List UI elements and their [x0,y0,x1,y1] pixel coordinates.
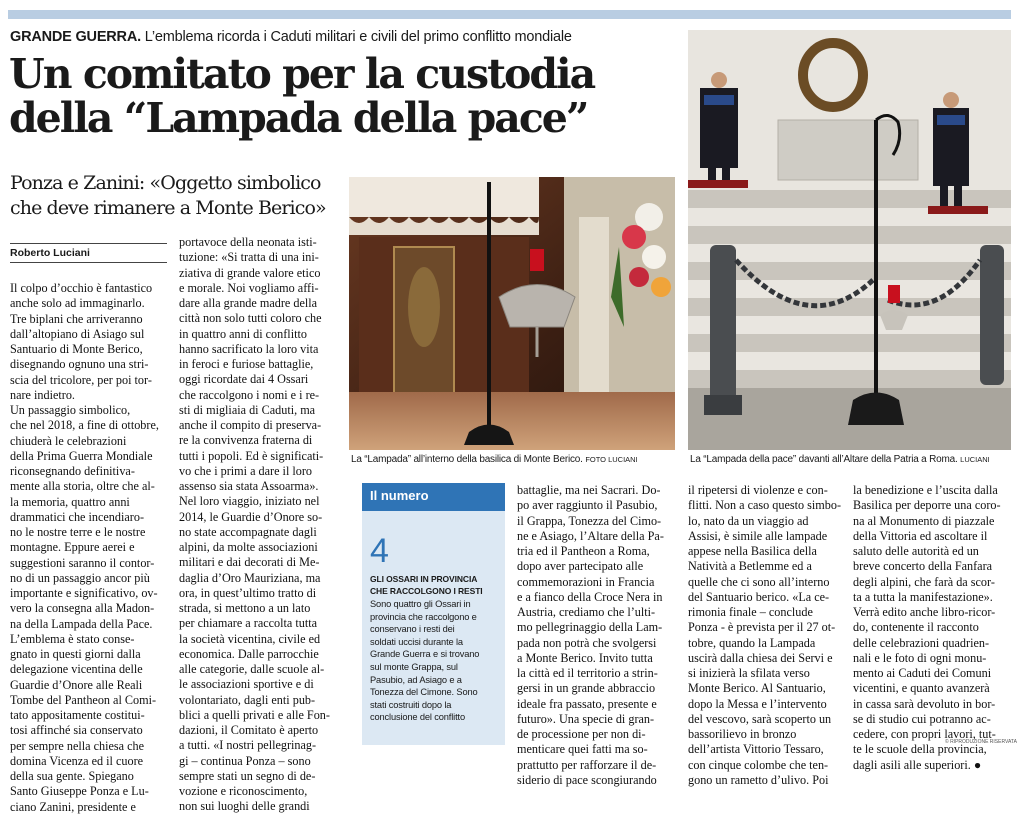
text-line: militari e dai decorati di Me- [179,555,320,570]
text-line: tutti i popoli. Ed è significati- [179,448,324,463]
sidebar-body-line: Pasubio, ad Asiago e a [370,674,462,685]
text-line: blici a quelli privati e alle Fon- [179,707,330,722]
text-line: uscirà dalla chiesa dei Servi e [688,650,833,665]
text-line: del vescovo, sarà scoperto un [688,711,832,726]
text-line: sempre stati un segno di de- [179,768,316,783]
photo-basilica-lamp [349,177,675,450]
text-line: mo pellegrinaggio della Lam- [517,620,663,635]
article-subhead [10,171,340,221]
photo-credit: FOTO LUCIANI [585,455,638,464]
text-line: no di un passaggio ancor più [10,570,150,585]
text-line: Tre biplani che arriveranno [10,311,143,326]
text-line: che nel 2018, a fine di ottobre, [10,418,159,433]
sidebar-body-line: soldati uccisi durante la [370,636,463,647]
text-line: degli alpini, che farà da scor- [853,574,995,589]
caption-text: La “Lampada” all’interno della basilica di Monte Berico. [351,454,583,465]
text-line: vero la consegna alla Madon- [10,601,155,616]
text-line: saluto delle autorità ed un [853,544,979,558]
photo-caption-basilica [351,453,675,467]
text-line: il Grappa, Tonezza del Cimo- [517,513,662,528]
text-line: gersi in un grande abbraccio [517,681,656,696]
subhead-line: Ponza e Zanini: «Oggetto simbolico [10,172,321,194]
text-line: dell’artista Vittorio Tessaro, [688,742,824,757]
text-line: a tutti. «I nostri pellegrinag- [179,738,317,753]
text-line: nare indietro. [10,387,75,402]
text-line: bassorilievo in bronzo [688,727,797,741]
text-line: Santo Giuseppe Ponza e Lu- [10,784,149,799]
text-line: flitti. Non a caso questo simbo- [688,498,841,513]
text-line: città non solo tutti coloro che [179,311,322,326]
text-line: gono un rametto d’ulivo. Poi [688,772,829,787]
sidebar-body-line: conservano i resti dei [370,624,455,635]
author-byline: Roberto Luciani [10,247,90,259]
text-line: tuzione: «Si tratta di una ini- [179,250,319,265]
text-line: Nel loro viaggio, iniziato nel [179,494,320,509]
text-line: 2014, le Guardie d’Onore so- [179,509,323,524]
text-line: vozione e riconoscimento, [179,784,308,798]
article-headline [9,52,679,140]
text-line: dazioni, il Comitato è aperto [179,723,319,737]
text-line: do, contenente il racconto [853,620,979,635]
text-line: Un passaggio simbolico, [10,403,131,417]
text-line: in quattro anni di conflitto [179,326,307,341]
text-line: tobre, quando la Lampada [688,635,816,650]
text-line: del Santuario berico. «La ce- [688,589,830,604]
text-line: riconsegnando definitiva- [10,464,135,478]
text-line: appese nella Basilica della [688,544,817,558]
kicker-section: GRANDE GUERRA. [10,29,141,45]
sidebar-body-line: conclusione del conflitto [370,712,465,723]
text-line: e a fianco della Croce Nera in [517,589,663,604]
text-line: vicentini, e quanto avanzerà [853,681,990,696]
text-line: la società vicentina, civile ed [179,631,321,646]
text-line: la memoria, quattro anni [10,494,130,509]
subhead-line: che deve rimanere a Monte Berico» [10,197,326,219]
text-line: re la convivenza fraterna di [179,433,313,448]
photo-caption-altare [690,453,1011,467]
text-column-4 [688,483,846,788]
text-line: volontariato, dagli enti pub- [179,692,316,707]
text-line: portavoce della neonata isti- [179,235,317,249]
text-line: gnato in questi giorni dalla [10,647,141,661]
text-line: cedere, con propri lavori, tut- [853,727,996,741]
text-line: mente alla storia, oltre che al- [10,479,155,494]
sidebar-body [370,598,479,724]
text-line: no state accompagnate dagli [179,524,317,539]
text-line: Monte Berico. Al Santuario, [688,681,826,696]
caption-text: La “Lampada della pace” davanti all’Altare della Patria a Roma. [690,454,958,465]
sidebar-subtitle-line: CHE RACCOLGONO I RESTI [370,586,483,596]
text-line: in cassa sarà devoluto in bor- [853,696,996,711]
sidebar-body-line: Tonezza del Cimone. Sono [370,687,478,698]
text-line: te le scuole della provincia, [853,742,987,757]
text-line: alpini, da molte associazioni [179,540,318,554]
text-line: per chiamare a raccolta tutta [179,616,318,631]
text-line: Ponza - è prevista per il 27 ot- [688,620,836,635]
text-line: hanno sacrificato la loro vita [179,341,319,356]
text-line: se di studio cui potranno ac- [853,711,991,726]
headline-line: della “Lampada della pace” [9,94,588,142]
byline-divider [10,243,167,244]
byline-divider [10,262,167,263]
text-line: mento ai Caduti dei Comuni [853,666,992,680]
text-line: la città ed il territorio a strin- [517,666,658,680]
text-line: per sempre nella chiesa che [10,738,144,753]
text-line: dopo aver partecipato alle [517,559,644,574]
photo-basilica-illustration [349,177,675,450]
text-line: de processione per non di- [517,727,646,741]
text-line: delegazione vicentina delle [10,662,143,677]
text-line: Verrà edito anche libro-ricor- [853,605,996,619]
text-column-1 [10,281,168,815]
text-line: non sui luoghi delle grandi [179,799,310,814]
text-column-5 [853,483,1013,773]
text-line: ciano Zanini, presidente e [10,799,136,814]
text-line: della sua gente. Spiegano [10,769,134,783]
kicker-text: L’emblema ricorda i Caduti militari e civili del primo conflitto mondiale [144,29,572,45]
text-line: futuro». Una specie di gran- [517,711,655,726]
text-line: le associazioni sportive e di [179,677,314,692]
photo-altare-illustration [688,30,1011,450]
sidebar-number: 4 [370,532,389,570]
text-line: disegnando ognuno una stri- [10,357,149,372]
text-line: Santuario di Monte Berico, [10,342,143,356]
text-line: tato appositamente costitui- [10,708,145,722]
text-line: ora, in quest’ultimo tratto di [179,585,317,600]
text-line: a Monte Berico. Invito tutta [517,650,653,665]
text-line: chiuderà le celebrazioni [10,433,127,448]
text-line: gi – continua Ponza – sono [179,753,311,768]
text-line: che raccolgono i nomi e i re- [179,387,320,402]
photo-altare-patria [688,30,1011,450]
text-line: no le nostre terre e le nostre [10,525,146,539]
text-line: economica. Dalle parrocchie [179,646,319,661]
sidebar-body-line: Grande Guerra e si trovano [370,649,480,660]
text-line: daglia d’Oro Mauriziana, ma [179,570,321,585]
text-column-2 [179,235,339,815]
text-line: alle categorie, dalle scuole al- [179,662,325,676]
text-column-3 [517,483,675,788]
text-line: sti di migliaia di Caduti, ma [179,402,316,417]
text-line: anche solo ad immaginarlo. [10,296,145,311]
sidebar-il-numero [362,483,505,745]
text-line: Tombe del Pantheon al Comi- [10,692,157,707]
text-line: pada non potrà che svolgersi [517,635,657,650]
text-line: L’emblema è stato conse- [10,631,135,646]
text-line: delle celebrazioni quadrien- [853,635,990,650]
sidebar-body-line: provincia che raccolgono e [370,611,477,622]
text-line: della Vittoria ed ascoltare il [853,528,988,543]
text-line: Il colpo d’occhio è fantastico [10,281,153,295]
text-line: in feroci e furiose battaglie, [179,357,314,371]
text-line: strada, si mettono a un lato [179,601,311,615]
text-line: na al Monumento di piazzale [853,513,995,528]
copyright-notice: © RIPRODUZIONE RISERVATA [945,739,1017,745]
text-line: dopo la Messa e l’intervento [688,696,827,711]
text-line: dagli asili alle superiori. ● [853,757,982,772]
text-line: tria ed il Pantheon a Roma, [517,544,650,558]
photo-credit: LUCIANI [960,455,990,464]
text-line: oggi ricordate dai 4 Ossari [179,372,309,387]
text-line: ziativa di grande valore etico [179,265,321,280]
text-line: breve concerto della Fanfara [853,559,993,574]
text-line: Natività a Betlemme ed a [688,559,812,574]
headline-line: Un comitato per la custodia [9,50,595,98]
text-line: commemorazioni in Francia [517,574,655,589]
sidebar-subtitle-line: GLI OSSARI IN PROVINCIA [370,574,478,584]
text-line: Guardie d’Onore alle Reali [10,677,143,692]
text-line: tosi affinché sia conservato [10,723,143,738]
top-color-rule [8,10,1011,19]
text-line: drammatici che incendiaro- [10,509,144,524]
text-line: montagne. Eppure aerei e [10,540,135,555]
text-line: vo che i primi a dare il loro [179,463,313,478]
text-line: dall’altopiano di Asiago sul [10,326,145,341]
text-line: e morale. Noi vogliamo affi- [179,280,319,295]
text-line: lo, nato da un viaggio ad [688,513,809,528]
text-line: con cinque colombe che ten- [688,757,829,772]
text-line: menticare quei fatti ma so- [517,742,648,757]
text-line: della Prima Guerra Mondiale [10,448,153,463]
sidebar-title: Il numero [362,483,505,511]
text-line: importante e significativo, ov- [10,586,158,600]
text-line: Austria, crediamo che l’ulti- [517,605,656,619]
sidebar-body-line: sul monte Grappa, sul [370,661,458,672]
article-kicker [10,27,680,47]
text-line: quelle che ci sono all’interno [688,574,830,589]
text-line: battaglie, ma nei Sacrari. Do- [517,483,661,497]
text-line: scia del tricolore, per poi tor- [10,372,152,387]
text-line: Assisi, è simile alle lampade [688,528,828,543]
sidebar-body-line: Sono quattro gli Ossari in [370,599,471,609]
text-line: siderio di pace scongiurando [517,772,657,787]
text-line: na della Lampada della Pace. [10,616,153,631]
text-line: rimonia finale – conclude [688,605,813,619]
text-line: assenso sia stata Assoarma». [179,479,319,493]
text-line: si inizierà la sfilata verso [688,666,810,680]
text-line: il ripetersi di violenze e con- [688,483,828,497]
sidebar-body-line: stati costruiti dopo la [370,699,452,710]
text-line: anche il compito di preserva- [179,418,322,432]
text-line: Basilica per deporre una coro- [853,498,1001,513]
sidebar-subtitle [370,573,483,597]
text-line: la benedizione e l’uscita dalla [853,483,998,497]
text-line: domina Vicenza ed il cuore [10,753,144,768]
text-line: dare alla grande madre della [179,296,318,310]
text-line: ideale fra passato, presente e [517,696,657,711]
text-line: po aver raggiunto il Pasubio, [517,498,658,513]
text-line: suggestioni saranno il contor- [10,555,155,570]
text-line: nali e le foto di ogni monu- [853,650,987,665]
text-line: prattutto per rafforzare il de- [517,757,657,772]
text-line: ta a tutta la manifestazione». [853,589,993,604]
text-line: ne e Asiago, l’Altare della Pa- [517,528,664,543]
